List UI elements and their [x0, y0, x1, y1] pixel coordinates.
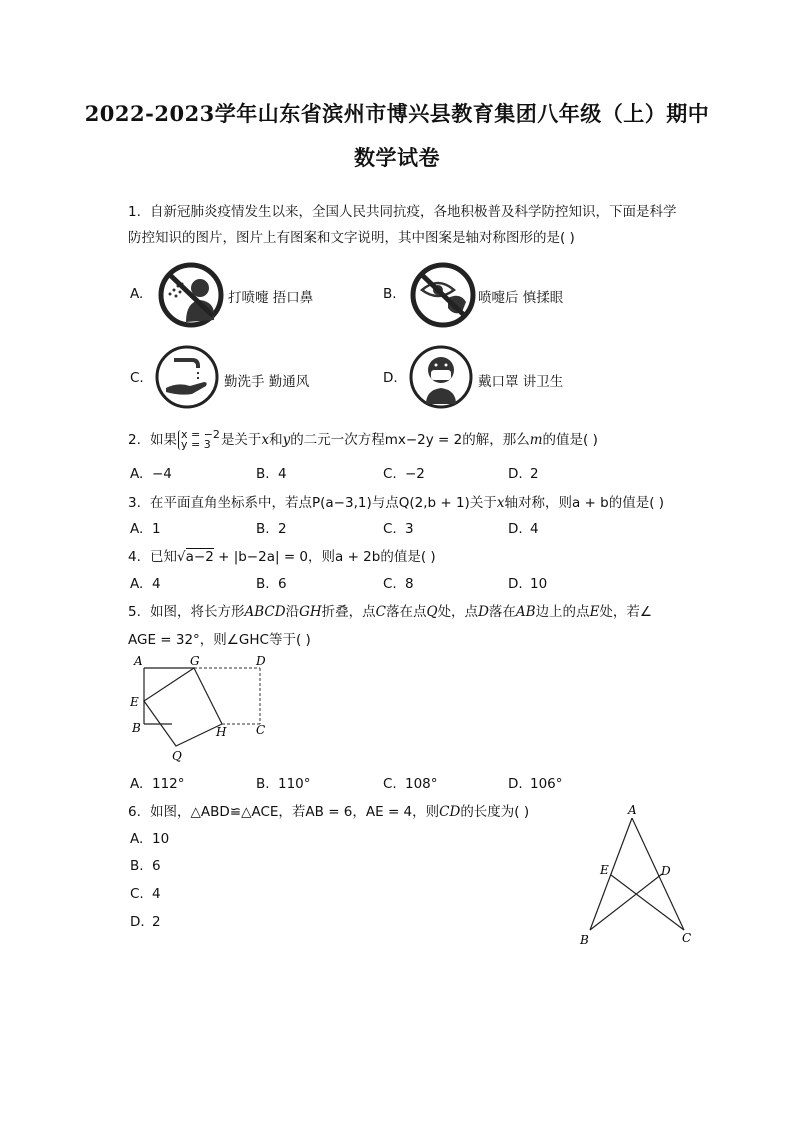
- q6-option-d: D. 2: [130, 914, 161, 930]
- label-d: D: [256, 654, 266, 668]
- label-h: H: [216, 725, 227, 739]
- label-a: A: [628, 803, 637, 817]
- q2-option-c: C. −2: [383, 466, 425, 482]
- label-b: B: [132, 721, 141, 735]
- q2-option-a: A. −4: [130, 466, 172, 482]
- q4-option-b: B. 6: [256, 576, 287, 592]
- q1-option-d-caption: 戴口罩 讲卫生: [478, 374, 564, 390]
- question-3: 3. 在平面直角坐标系中，若点P(a−3,1)与点Q(2,b + 1)关于x轴对称，则a + b的值是( ): [128, 495, 665, 511]
- q3-option-b: B. 2: [256, 521, 287, 537]
- q1-option-a-caption: 打喷嚏 捂口鼻: [228, 290, 314, 306]
- congruent-triangles-figure: [574, 802, 704, 950]
- page-title: 2022-2023学年山东省滨州市博兴县教育集团八年级（上）期中: [84, 101, 710, 126]
- q3-option-d: D. 4: [508, 521, 539, 537]
- q4-option-d: D. 10: [508, 576, 548, 592]
- label-g: G: [190, 654, 200, 668]
- question-2: 2. 如果 x = −2 y = 3 是关于x和y的二元一次方程mx−2y = 2的解，那么m的值是( ): [128, 428, 598, 451]
- label-b: B: [580, 933, 589, 947]
- q3-option-c: C. 3: [383, 521, 414, 537]
- question-5-line-1: 5. 如图，将长方形ABCD沿GH折叠，点C落在点Q处，点D落在AB边上的点E处，若∠: [128, 604, 653, 620]
- q1-option-c-label: C.: [130, 370, 144, 386]
- question-6: 6. 如图，△ABD≌△ACE，若AB = 6，AE = 4，则CD的长度为( ): [128, 804, 530, 820]
- q2-option-b: B. 4: [256, 466, 287, 482]
- label-a: A: [134, 654, 143, 668]
- sqrt-sign: √: [177, 549, 186, 565]
- no-eye-rub-icon: [408, 262, 478, 328]
- label-q: Q: [172, 749, 182, 763]
- q2-option-d: D. 2: [508, 466, 539, 482]
- equation-system: x = −2 y = 3: [178, 430, 220, 450]
- q4-option-c: C. 8: [383, 576, 414, 592]
- fold-rectangle-figure: [128, 652, 278, 764]
- label-c: C: [682, 931, 692, 945]
- question-5-line-2: AGE = 32°，则∠GHC等于( ): [128, 632, 311, 648]
- page-subtitle: 数学试卷: [354, 145, 440, 170]
- question-4: 4. 已知√a−2 + |b−2a| = 0，则a + 2b的值是( ): [128, 549, 436, 565]
- face-mask-icon: [406, 344, 476, 410]
- label-d: D: [661, 864, 671, 878]
- q1-option-d-label: D.: [383, 370, 398, 386]
- q1-option-a-label: A.: [130, 286, 144, 302]
- q6-option-b: B. 6: [130, 858, 161, 874]
- question-1-line-2: 防控知识的图片，图片上有图案和文字说明，其中图案是轴对称图形的是( ): [128, 230, 575, 246]
- question-1-line-1: 1. 自新冠肺炎疫情发生以来，全国人民共同抗疫，各地积极普及科学防控知识，下面是科学: [128, 204, 677, 220]
- q5-option-d: D. 106°: [508, 776, 563, 792]
- q4-option-a: A. 4: [130, 576, 161, 592]
- q6-option-a: A. 10: [130, 831, 170, 847]
- q3-option-a: A. 1: [130, 521, 161, 537]
- q1-option-c-caption: 勤洗手 勤通风: [224, 374, 310, 390]
- q1-option-b-caption: 喷嚏后 慎揉眼: [478, 290, 564, 306]
- label-c: C: [256, 723, 266, 737]
- q5-option-c: C. 108°: [383, 776, 438, 792]
- q5-option-b: B. 110°: [256, 776, 311, 792]
- q1-option-b-label: B.: [383, 286, 397, 302]
- hand-wash-icon: [152, 344, 222, 410]
- q5-option-a: A. 112°: [130, 776, 185, 792]
- no-sneeze-icon: [156, 262, 226, 328]
- label-e: E: [600, 863, 609, 877]
- q6-option-c: C. 4: [130, 886, 161, 902]
- label-e: E: [130, 695, 139, 709]
